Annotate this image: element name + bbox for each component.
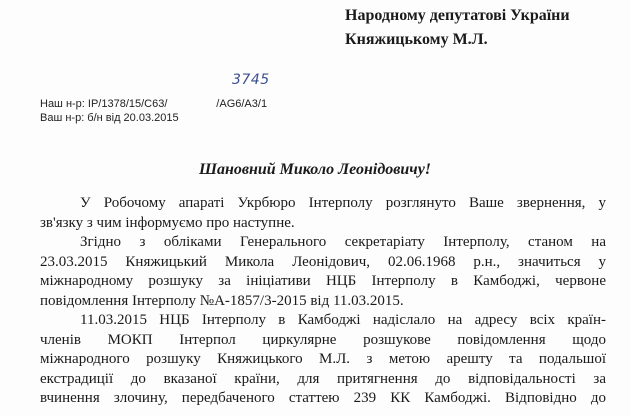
addressee-name: Княжицькому М.Л. [345, 31, 488, 48]
text-line: членів МОКП Інтерпол циркулярне розшукове повідомлення щодо [40, 331, 606, 348]
our-reference: Наш н-р: IP/1378/15/C63/ /AG6/A3/1 [40, 98, 268, 110]
your-reference: Ваш н-р: б/н від 20.03.2015 [40, 112, 179, 124]
text-line: вчинення злочину, передбаченого статтею 239 КК Камбоджі. Відповідно до [40, 390, 606, 406]
paragraph-2 [40, 233, 606, 311]
text-line: повідомлення Інтерполу №А-1857/3-2015 від 11.03.2015. [40, 292, 404, 309]
handwritten-registration-number: 3745 [232, 72, 270, 88]
text-line: міжнародного розшуку Княжицького М.Л. з метою арешту та подальшої [40, 351, 606, 367]
reference-numbers [40, 97, 267, 125]
salutation: Шановний Миколо Леонідовичу! [198, 161, 432, 178]
paragraph-1 [40, 194, 606, 233]
addressee-title: Народному депутатові України [345, 7, 570, 24]
text-line: екстрадиції до вказаної країни, для притягнення до відповідальності за [40, 370, 606, 387]
text-line: зв'язку з чим інформуємо про наступне. [40, 214, 295, 231]
text-line: міжнародному розшуку за ініціативи НЦБ Інтерполу в Камбоджі, червоне [40, 273, 606, 289]
addressee-block [345, 4, 570, 52]
text-line: Згідно з обліками Генерального секретаріату Інтерполу, станом на [80, 234, 606, 250]
letter-body [40, 194, 606, 409]
text-line: 23.03.2015 Княжицький Микола Леонідович, 02.06.1968 р.н., значиться у [40, 253, 606, 270]
text-line: 11.03.2015 НЦБ Інтерполу в Камбоджі надіслало на адресу всіх країн- [80, 312, 606, 328]
paragraph-3 [40, 311, 606, 409]
text-line: У Робочому апараті Укрбюро Інтерполу розглянуто Ваше звернення, у [80, 195, 606, 211]
